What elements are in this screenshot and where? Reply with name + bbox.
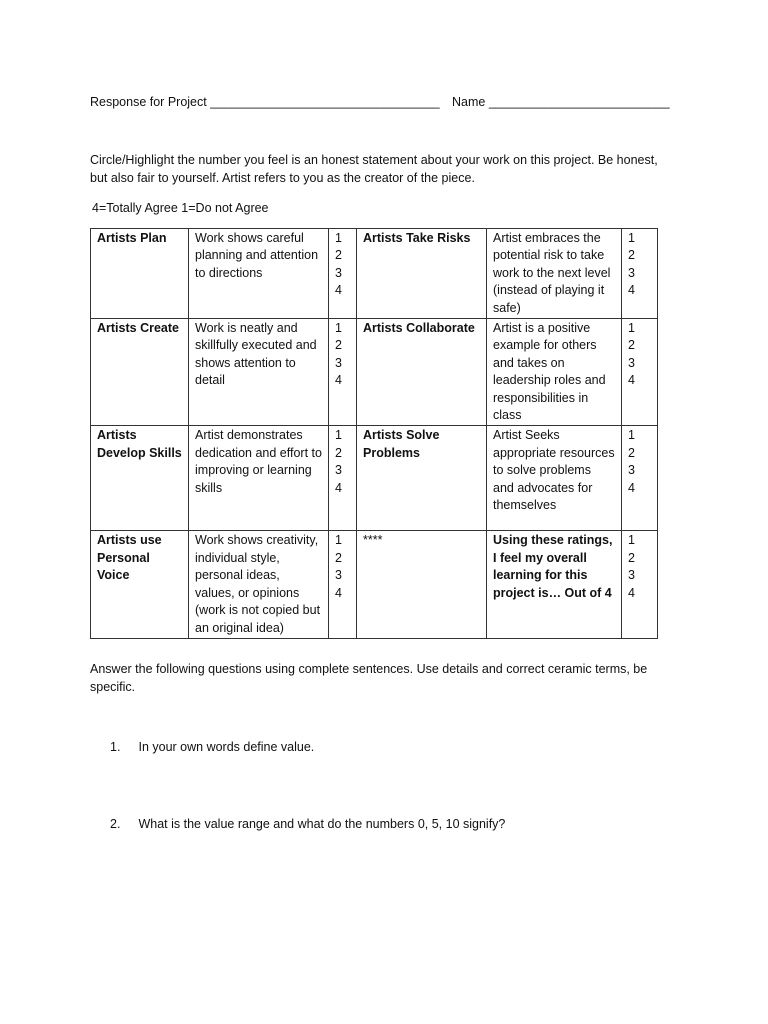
question-number: 2. <box>110 817 121 831</box>
rating-1[interactable]: 1 <box>628 321 635 336</box>
rating-2[interactable]: 2 <box>335 445 342 460</box>
rubric-row <box>91 319 658 426</box>
rating-3[interactable]: 3 <box>628 355 635 370</box>
right-description-cell: Artist Seeks appropriate resources to solve problems and advocates for themselves <box>487 426 622 531</box>
left-description-cell: Artist demonstrates dedication and effort to improving or learning skills <box>189 426 329 531</box>
rating-scale-note: 4=Totally Agree 1=Do not Agree <box>92 201 269 215</box>
right-category-cell: Artists Take Risks <box>357 229 487 319</box>
right-rating-cell[interactable] <box>622 319 658 426</box>
left-description-cell: Work shows creativity, individual style, personal ideas, values, or opinions (work is not copied but an original idea) <box>189 531 329 638</box>
rating-1[interactable]: 1 <box>335 321 342 336</box>
rating-4[interactable]: 4 <box>335 373 342 388</box>
rating-3[interactable]: 3 <box>628 463 635 478</box>
question-number: 1. <box>110 740 121 754</box>
rating-2[interactable]: 2 <box>335 338 342 353</box>
rating-2[interactable]: 2 <box>628 338 635 353</box>
rating-3[interactable]: 3 <box>628 568 635 583</box>
rating-1[interactable]: 1 <box>628 533 635 548</box>
rubric-row <box>91 229 658 319</box>
rating-2[interactable]: 2 <box>335 550 342 565</box>
rating-4[interactable]: 4 <box>335 283 342 298</box>
left-category-cell: Artists use Personal Voice <box>91 531 189 638</box>
rubric-row <box>91 426 658 531</box>
left-description-cell: Work shows careful planning and attention to directions <box>189 229 329 319</box>
right-category-cell: Artists Collaborate <box>357 319 487 426</box>
left-rating-cell[interactable] <box>329 426 357 531</box>
question-item <box>110 815 505 833</box>
rubric-table <box>90 228 658 639</box>
left-category-cell: Artists Develop Skills <box>91 426 189 531</box>
rating-2[interactable]: 2 <box>628 445 635 460</box>
right-category-cell: **** <box>357 531 487 638</box>
left-category-cell: Artists Plan <box>91 229 189 319</box>
rating-3[interactable]: 3 <box>628 265 635 280</box>
question-text: In your own words define value. <box>138 740 315 754</box>
overall-learning-cell: Using these ratings, I feel my overall learning for this project is… Out of 4 <box>487 531 622 638</box>
rating-4[interactable]: 4 <box>628 373 635 388</box>
rating-3[interactable]: 3 <box>335 265 342 280</box>
rating-4[interactable]: 4 <box>628 585 635 600</box>
header-line <box>90 93 670 111</box>
rating-3[interactable]: 3 <box>335 463 342 478</box>
right-rating-cell[interactable] <box>622 531 658 638</box>
right-rating-cell[interactable] <box>622 426 658 531</box>
rating-3[interactable]: 3 <box>335 568 342 583</box>
left-rating-cell[interactable] <box>329 319 357 426</box>
rating-2[interactable]: 2 <box>335 248 342 263</box>
rating-1[interactable]: 1 <box>628 231 635 245</box>
answer-instructions: Answer the following questions using complete sentences. Use details and correct ceramic terms, be specific. <box>90 662 648 694</box>
project-field-label: Response for Project _________________________________ <box>90 95 440 109</box>
question-item <box>110 738 314 756</box>
rating-1[interactable]: 1 <box>335 533 342 548</box>
rating-4[interactable]: 4 <box>628 480 635 495</box>
question-text: What is the value range and what do the numbers 0, 5, 10 signify? <box>138 817 506 831</box>
instructions-paragraph: Circle/Highlight the number you feel is an honest statement about your work on this project. Be honest, but also fair to yourself. Artist refers to you as the creator of the piece. <box>90 153 658 185</box>
right-description-cell: Artist embraces the potential risk to take work to the next level (instead of playing it safe) <box>487 229 622 319</box>
rating-3[interactable]: 3 <box>335 355 342 370</box>
right-rating-cell[interactable] <box>622 229 658 319</box>
rating-2[interactable]: 2 <box>628 248 635 263</box>
rating-2[interactable]: 2 <box>628 550 635 565</box>
left-category-cell: Artists Create <box>91 319 189 426</box>
rating-4[interactable]: 4 <box>335 480 342 495</box>
rating-4[interactable]: 4 <box>628 283 635 298</box>
left-description-cell: Work is neatly and skillfully executed and shows attention to detail <box>189 319 329 426</box>
rating-4[interactable]: 4 <box>335 585 342 600</box>
name-field-label: Name __________________________ <box>452 95 670 109</box>
right-description-cell: Artist is a positive example for others and takes on leadership roles and responsibilities in class <box>487 319 622 426</box>
rating-1[interactable]: 1 <box>335 428 342 443</box>
right-category-cell: Artists Solve Problems <box>357 426 487 531</box>
rating-1[interactable]: 1 <box>628 428 635 443</box>
rubric-row <box>91 531 658 638</box>
rating-1[interactable]: 1 <box>335 231 342 245</box>
left-rating-cell[interactable] <box>329 229 357 319</box>
left-rating-cell[interactable] <box>329 531 357 638</box>
